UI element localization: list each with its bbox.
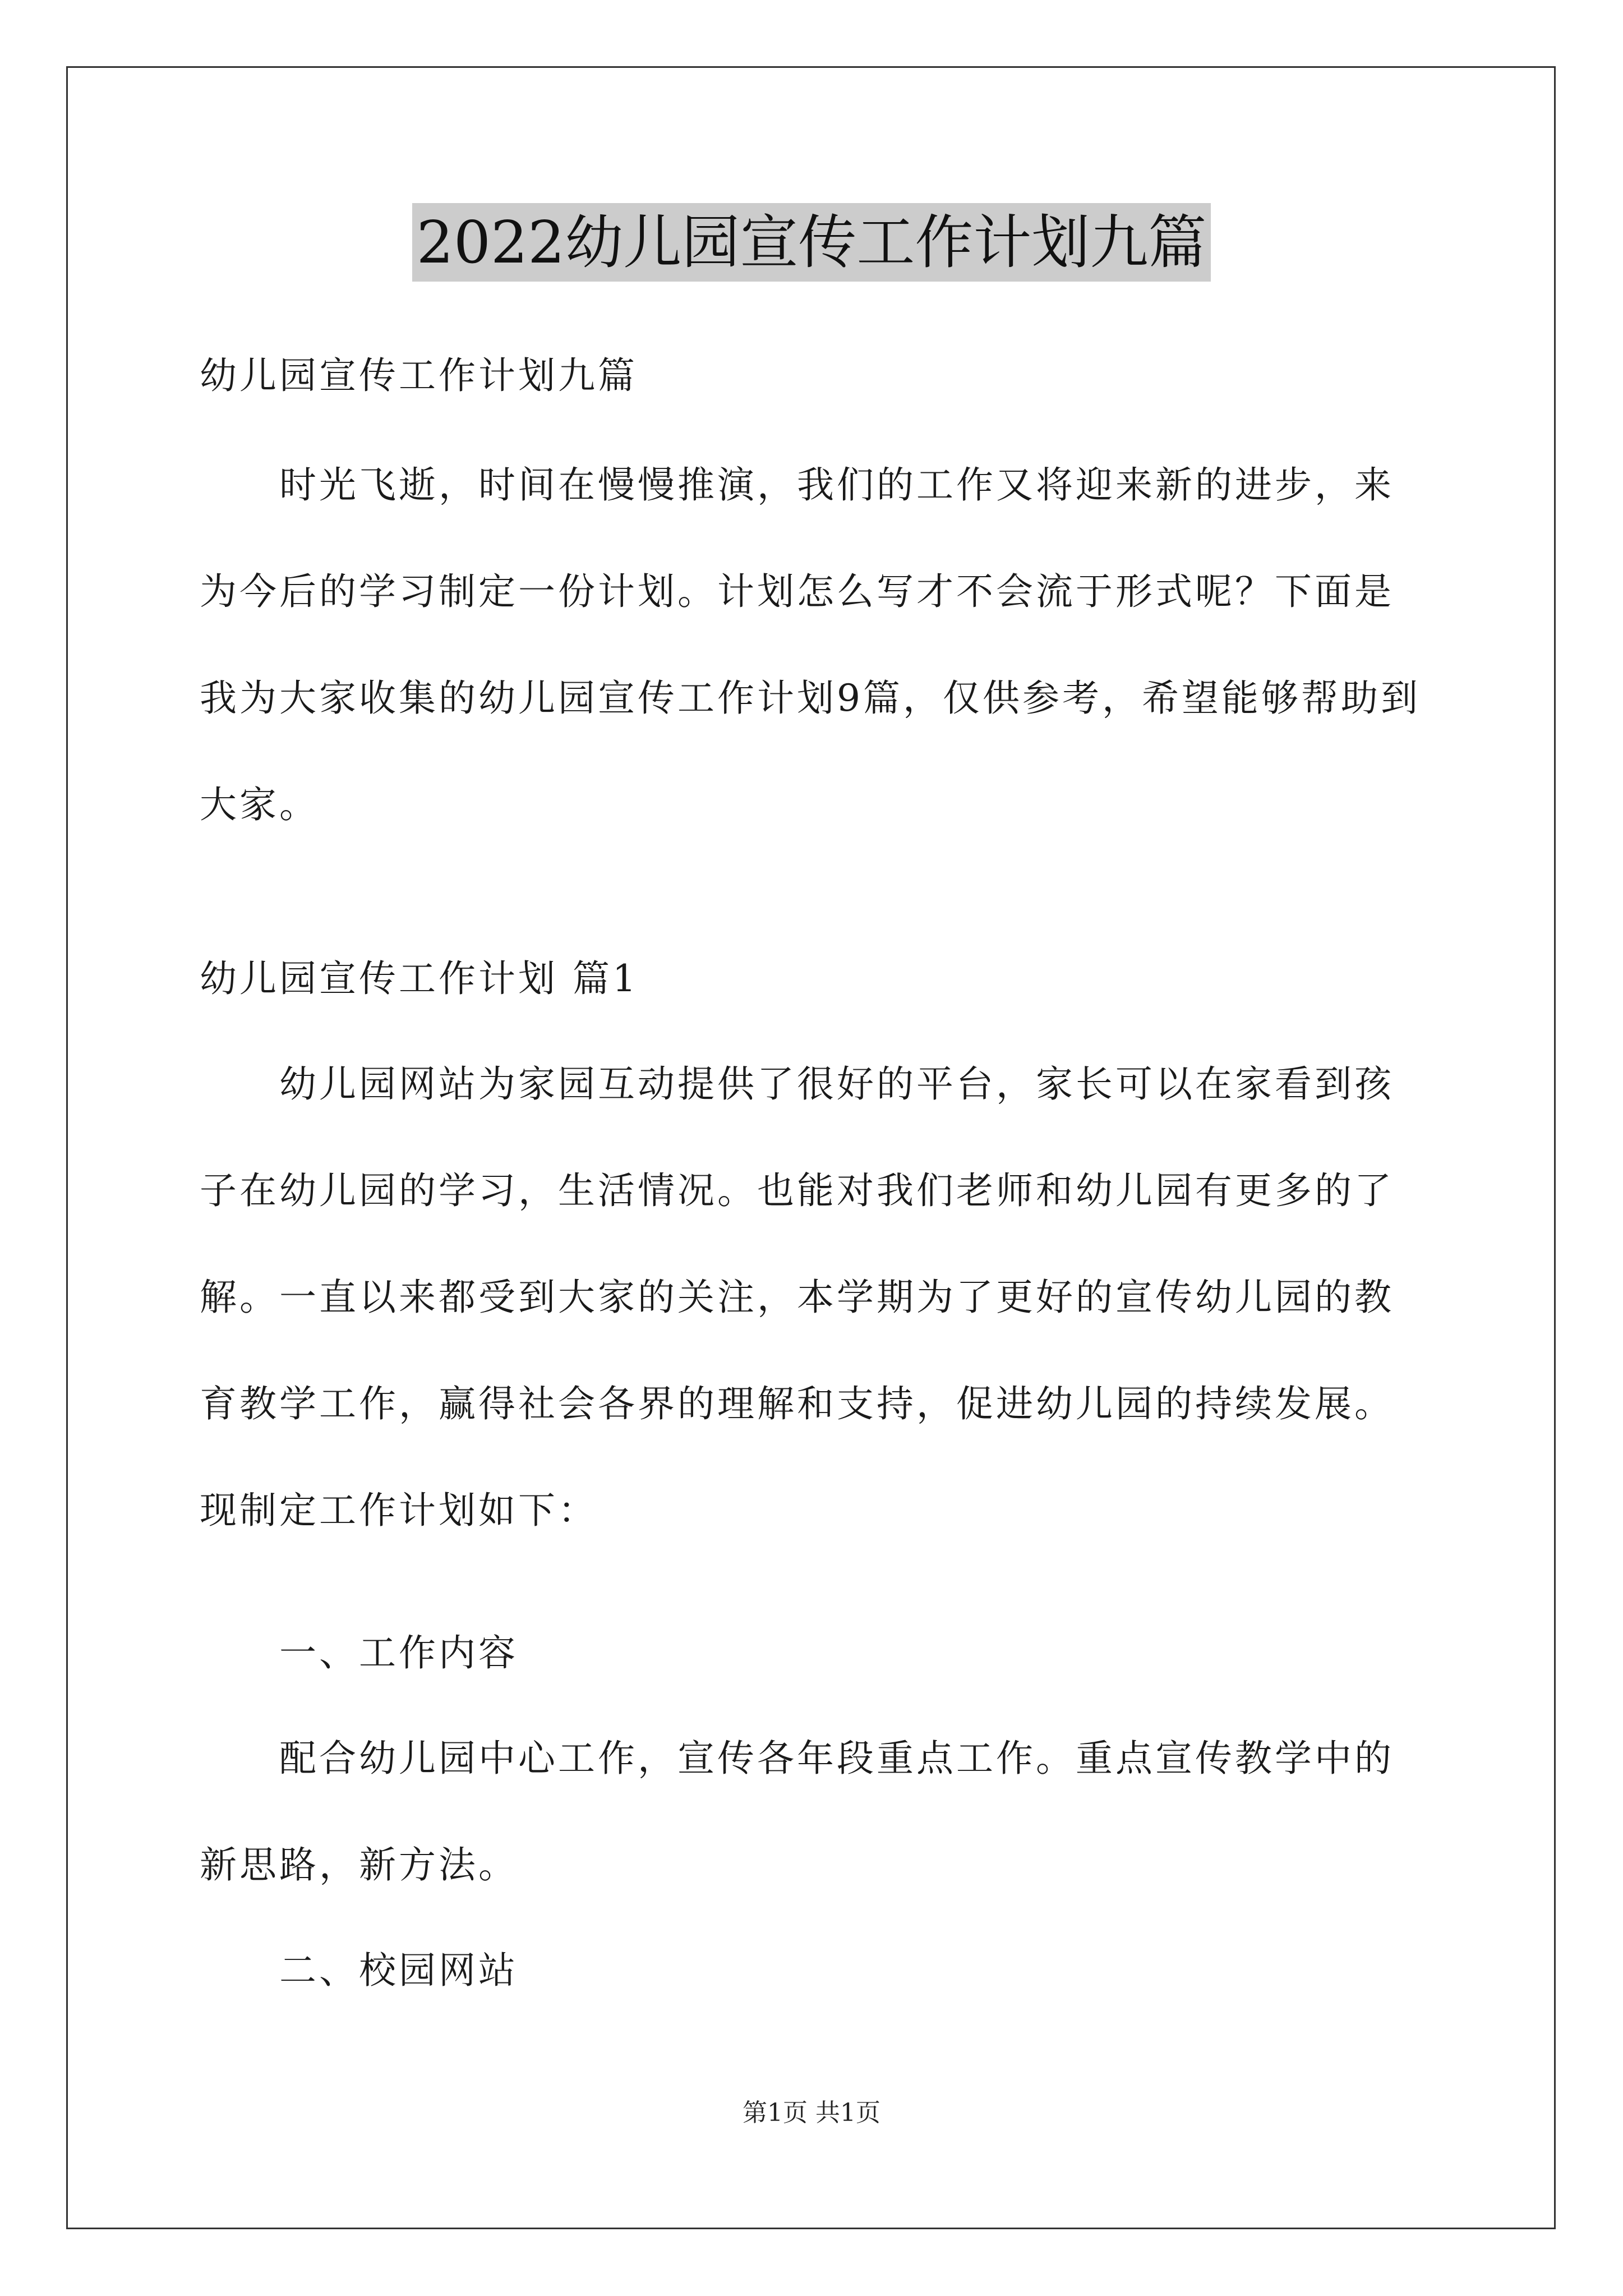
item-heading-2: 二、校园网站 [279,1949,518,1992]
intro-paragraph: 时光飞逝，时间在慢慢推演，我们的工作又将迎来新的进步，来为今后的学习制定一份计划。计划怎么写才不会流于形式呢？下面是我为大家收集的幼儿园宣传工作计划9篇，仅供参考，希望能够帮助到大家。 [200,463,1421,826]
document-title: 2022幼儿园宣传工作计划九篇 [412,203,1211,282]
title-container [0,203,1623,282]
section-heading: 幼儿园宣传工作计划 篇1 [200,957,639,1000]
page-footer: 第1页 共1页 [743,2099,880,2127]
item-heading-1: 一、工作内容 [279,1631,518,1674]
section-paragraph: 幼儿园网站为家园互动提供了很好的平台，家长可以在家看到孩子在幼儿园的学习，生活情况。也能对我们老师和幼儿园有更多的了解。一直以来都受到大家的关注，本学期为了更好的宣传幼儿园的教育教学工作，赢得社会各界的理解和支持，促进幼儿园的持续发展。现制定工作计划如下： [200,1062,1394,1532]
item-paragraph-1: 配合幼儿园中心工作，宣传各年段重点工作。重点宣传教学中的新思路，新方法。 [200,1737,1394,1887]
subtitle: 幼儿园宣传工作计划九篇 [200,354,638,397]
